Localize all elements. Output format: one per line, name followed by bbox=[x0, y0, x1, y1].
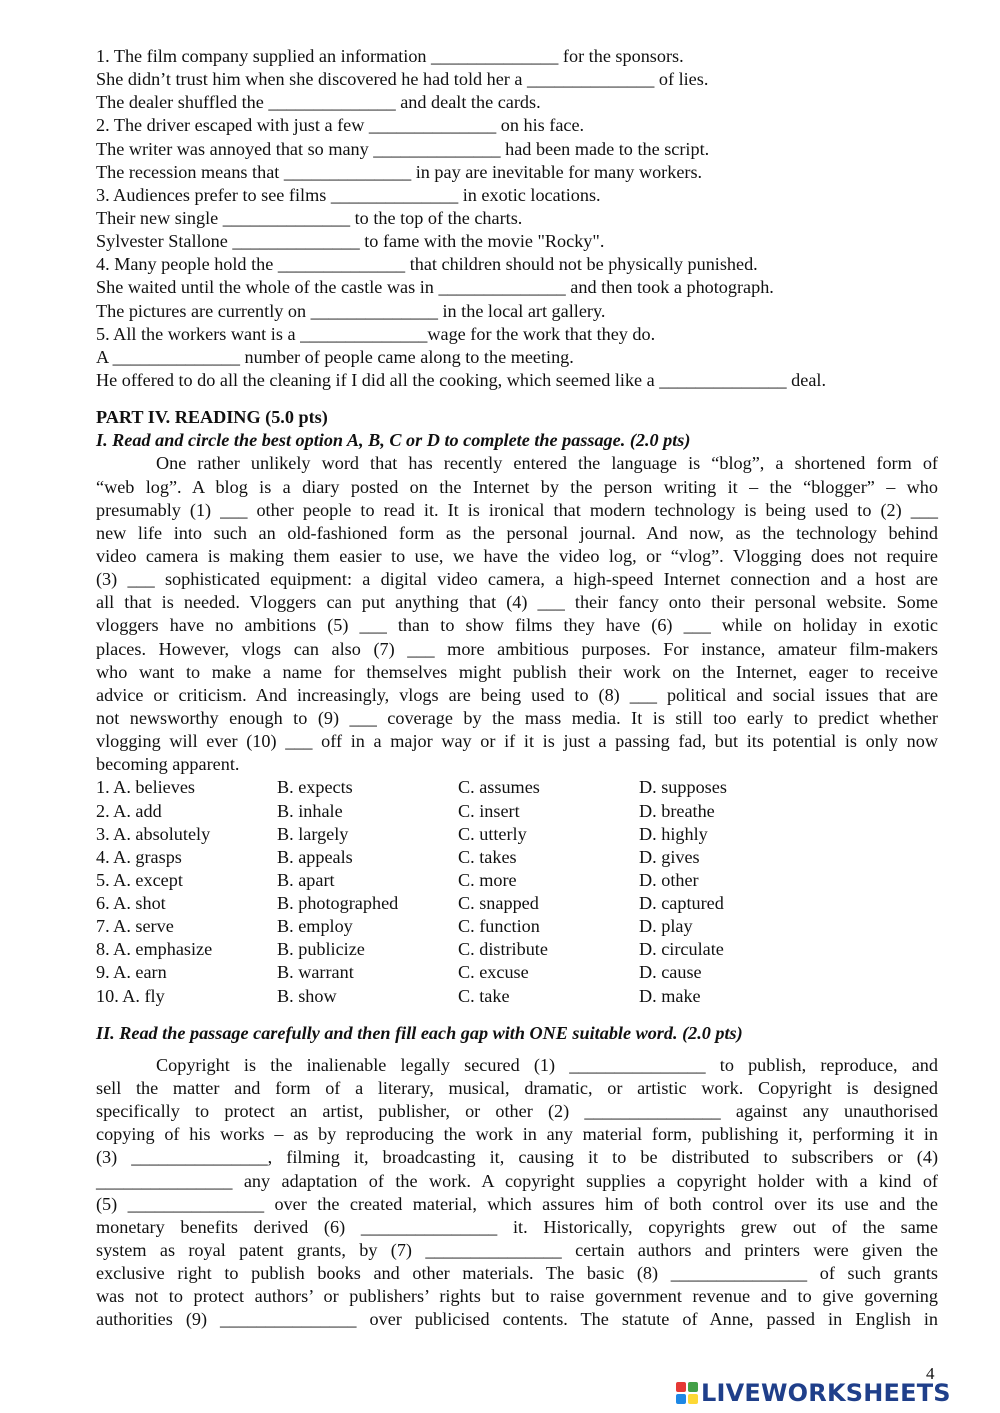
sentence-line: 5. All the workers want is a ______________wage for the work that they do. bbox=[96, 323, 656, 344]
option-b[interactable]: B. expects bbox=[277, 777, 353, 798]
option-c[interactable]: C. excuse bbox=[458, 962, 529, 983]
passage-line: who want to make a name for themselves might publish their work on the Internet, eager to receive bbox=[96, 661, 938, 682]
option-c[interactable]: C. takes bbox=[458, 846, 517, 867]
option-a[interactable]: 8. A. emphasize bbox=[96, 939, 213, 960]
option-c[interactable]: C. assumes bbox=[458, 777, 540, 798]
option-row bbox=[96, 800, 938, 823]
option-b[interactable]: B. publicize bbox=[277, 939, 365, 960]
sentence-line: Sylvester Stallone ______________ to fame with the movie "Rocky". bbox=[96, 231, 605, 252]
sentence-line: 3. Audiences prefer to see films ______________ in exotic locations. bbox=[96, 184, 601, 205]
option-b[interactable]: B. show bbox=[277, 985, 337, 1006]
passage-line: _______________ any adaptation of the work. A copyright supplies a copyright holder with a kind of bbox=[96, 1170, 938, 1191]
passage-line: monetary benefits derived (6) _______________ it. Historically, copyrights grew out of the same bbox=[96, 1216, 938, 1237]
sentence-line: 2. The driver escaped with just a few ______________ on his face. bbox=[96, 115, 585, 136]
sentence-line: The writer was annoyed that so many ______________ had been made to the script. bbox=[96, 138, 710, 159]
option-c[interactable]: C. function bbox=[458, 916, 540, 937]
passage-line: all that is needed. Vloggers can put anything that (4) ___ their fancy onto their personal website. Some bbox=[96, 592, 938, 613]
passage-line: new life into such an old-fashioned form as the personal journal. And now, as the technology behind bbox=[96, 522, 938, 543]
option-d[interactable]: D. supposes bbox=[639, 777, 727, 798]
brand-name: LIVEWORKSHEETS bbox=[701, 1379, 951, 1407]
passage-line: (5) _______________ over the created material, which assures him of both control over its use and the bbox=[96, 1193, 938, 1214]
option-d[interactable]: D. gives bbox=[639, 846, 700, 867]
sentence-line: 4. Many people hold the ______________ that children should not be physically punished. bbox=[96, 254, 758, 275]
option-b[interactable]: B. largely bbox=[277, 823, 349, 844]
option-c[interactable]: C. more bbox=[458, 869, 517, 890]
sentence-line: She waited until the whole of the castle was in ______________ and then took a photograph. bbox=[96, 277, 774, 298]
option-a[interactable]: 1. A. believes bbox=[96, 777, 196, 798]
passage-line: authorities (9) _______________ over publicised contents. The statute of Anne, passed in English in bbox=[96, 1309, 938, 1330]
passage-line: exclusive right to publish books and other materials. The basic (8) _______________ of such grants bbox=[96, 1263, 938, 1284]
sentence-line: Their new single ______________ to the top of the charts. bbox=[96, 207, 523, 228]
option-b[interactable]: B. photographed bbox=[277, 893, 399, 914]
sentence-line: The recession means that ______________ in pay are inevitable for many workers. bbox=[96, 161, 703, 182]
option-c[interactable]: C. snapped bbox=[458, 893, 539, 914]
sentence-line: 1. The film company supplied an information ______________ for the sponsors. bbox=[96, 46, 684, 66]
option-d[interactable]: D. breathe bbox=[639, 800, 715, 821]
option-d[interactable]: D. highly bbox=[639, 823, 708, 844]
option-a[interactable]: 9. A. earn bbox=[96, 962, 167, 983]
option-a[interactable]: 10. A. fly bbox=[96, 985, 165, 1006]
option-row bbox=[96, 938, 938, 961]
option-row bbox=[96, 961, 938, 984]
option-a[interactable]: 2. A. add bbox=[96, 800, 162, 821]
option-row bbox=[96, 869, 938, 892]
passage-line: system as royal patent grants, by (7) _______________ certain authors and printers were given the bbox=[96, 1240, 938, 1261]
passage-line: (3) ___ sophisticated equipment: a digital video camera, a high-speed Internet connection and a host are bbox=[96, 569, 938, 590]
passage-line: One rather unlikely word that has recently entered the language is “blog”, a shortened form of bbox=[156, 453, 938, 474]
passage-line: Copyright is the inalienable legally secured (1) _______________ to publish, reproduce, and bbox=[156, 1054, 938, 1075]
option-a[interactable]: 4. A. grasps bbox=[96, 846, 182, 867]
exercise-3-sentences bbox=[96, 45, 938, 392]
passage-line: advice or criticism. And increasingly, vlogs are being used to (8) ___ political and social issues that are bbox=[96, 684, 938, 705]
sentence-line: A ______________ number of people came along to the meeting. bbox=[96, 346, 574, 367]
option-row bbox=[96, 985, 938, 1008]
page-number: 4 bbox=[926, 1364, 935, 1383]
liveworksheets-icon bbox=[676, 1382, 698, 1404]
section-1-instruction: I. Read and circle the best option A, B, C or D to complete the passage. (2.0 pts) bbox=[96, 430, 691, 451]
passage-line: sell the matter and form of a literary, musical, dramatic, or artistic work. Copyright is designed bbox=[96, 1078, 938, 1099]
option-c[interactable]: C. insert bbox=[458, 800, 520, 821]
passage-line: not newsworthy enough to (9) ___ coverage by the mass media. It is still too early to predict whether bbox=[96, 707, 938, 728]
reading-passage-1 bbox=[96, 452, 938, 776]
worksheet-page bbox=[96, 45, 938, 1332]
section-2-instruction: II. Read the passage carefully and then fill each gap with ONE suitable word. (2.0 pts) bbox=[96, 1022, 743, 1043]
option-d[interactable]: D. circulate bbox=[639, 939, 724, 960]
option-row bbox=[96, 892, 938, 915]
option-d[interactable]: D. cause bbox=[639, 962, 702, 983]
option-row bbox=[96, 846, 938, 869]
sentence-line: The dealer shuffled the ______________ and dealt the cards. bbox=[96, 92, 541, 113]
passage-line: (3) _______________, filming it, broadcasting it, causing it to be distributed to subscribers or (4) bbox=[96, 1147, 938, 1168]
option-c[interactable]: C. take bbox=[458, 985, 510, 1006]
passage-line: becoming apparent. bbox=[96, 754, 240, 775]
answer-options bbox=[96, 776, 938, 1007]
sentence-line: She didn’t trust him when she discovered he had told her a ______________ of lies. bbox=[96, 69, 709, 90]
option-a[interactable]: 6. A. shot bbox=[96, 893, 166, 914]
passage-line: specifically to protect an artist, publisher, or other (2) _______________ against any unauthorised bbox=[96, 1101, 938, 1122]
option-d[interactable]: D. other bbox=[639, 869, 699, 890]
option-d[interactable]: D. play bbox=[639, 916, 693, 937]
liveworksheets-logo[interactable] bbox=[676, 1381, 951, 1405]
sentence-line: The pictures are currently on ______________ in the local art gallery. bbox=[96, 300, 606, 321]
option-row bbox=[96, 823, 938, 846]
option-row bbox=[96, 776, 938, 799]
passage-line: places. However, vlogs can also (7) ___ more ambitious purposes. For instance, amateur film-makers bbox=[96, 638, 938, 659]
option-a[interactable]: 5. A. except bbox=[96, 869, 183, 890]
passage-line: “web log”. A blog is a diary posted on the Internet by the person writing it – the “blogger” – who bbox=[96, 476, 938, 497]
passage-line: presumably (1) ___ other people to read it. It is ironical that modern technology is being used to (2) ___ bbox=[96, 499, 938, 520]
passage-line: was not to protect authors’ or publishers’ rights but to raise government revenue and to give governing bbox=[96, 1286, 938, 1307]
option-d[interactable]: D. make bbox=[639, 985, 701, 1006]
option-c[interactable]: C. distribute bbox=[458, 939, 548, 960]
option-row bbox=[96, 915, 938, 938]
option-b[interactable]: B. warrant bbox=[277, 962, 354, 983]
option-a[interactable]: 3. A. absolutely bbox=[96, 823, 211, 844]
option-d[interactable]: D. captured bbox=[639, 893, 724, 914]
option-b[interactable]: B. appeals bbox=[277, 846, 353, 867]
reading-passage-2 bbox=[96, 1054, 938, 1332]
option-a[interactable]: 7. A. serve bbox=[96, 916, 174, 937]
part-4-heading: PART IV. READING (5.0 pts) bbox=[96, 407, 328, 428]
passage-line: video camera is making them easier to use, we have the video log, or “vlog”. Vlogging does not require bbox=[96, 545, 938, 566]
passage-line: vloggers have no ambitions (5) ___ than to show films they have (6) ___ while on holiday in exotic bbox=[96, 615, 938, 636]
option-c[interactable]: C. utterly bbox=[458, 823, 527, 844]
option-b[interactable]: B. apart bbox=[277, 869, 335, 890]
passage-line: vlogging will ever (10) ___ off in a major way or if it is just a passing fad, but its potential is only now bbox=[96, 731, 938, 752]
sentence-line: He offered to do all the cleaning if I did all the cooking, which seemed like a ______________ deal. bbox=[96, 369, 826, 390]
option-b[interactable]: B. employ bbox=[277, 916, 353, 937]
option-b[interactable]: B. inhale bbox=[277, 800, 343, 821]
passage-line: copying of his works – as by reproducing the work in any material form, publishing it, performing it in bbox=[96, 1124, 938, 1145]
